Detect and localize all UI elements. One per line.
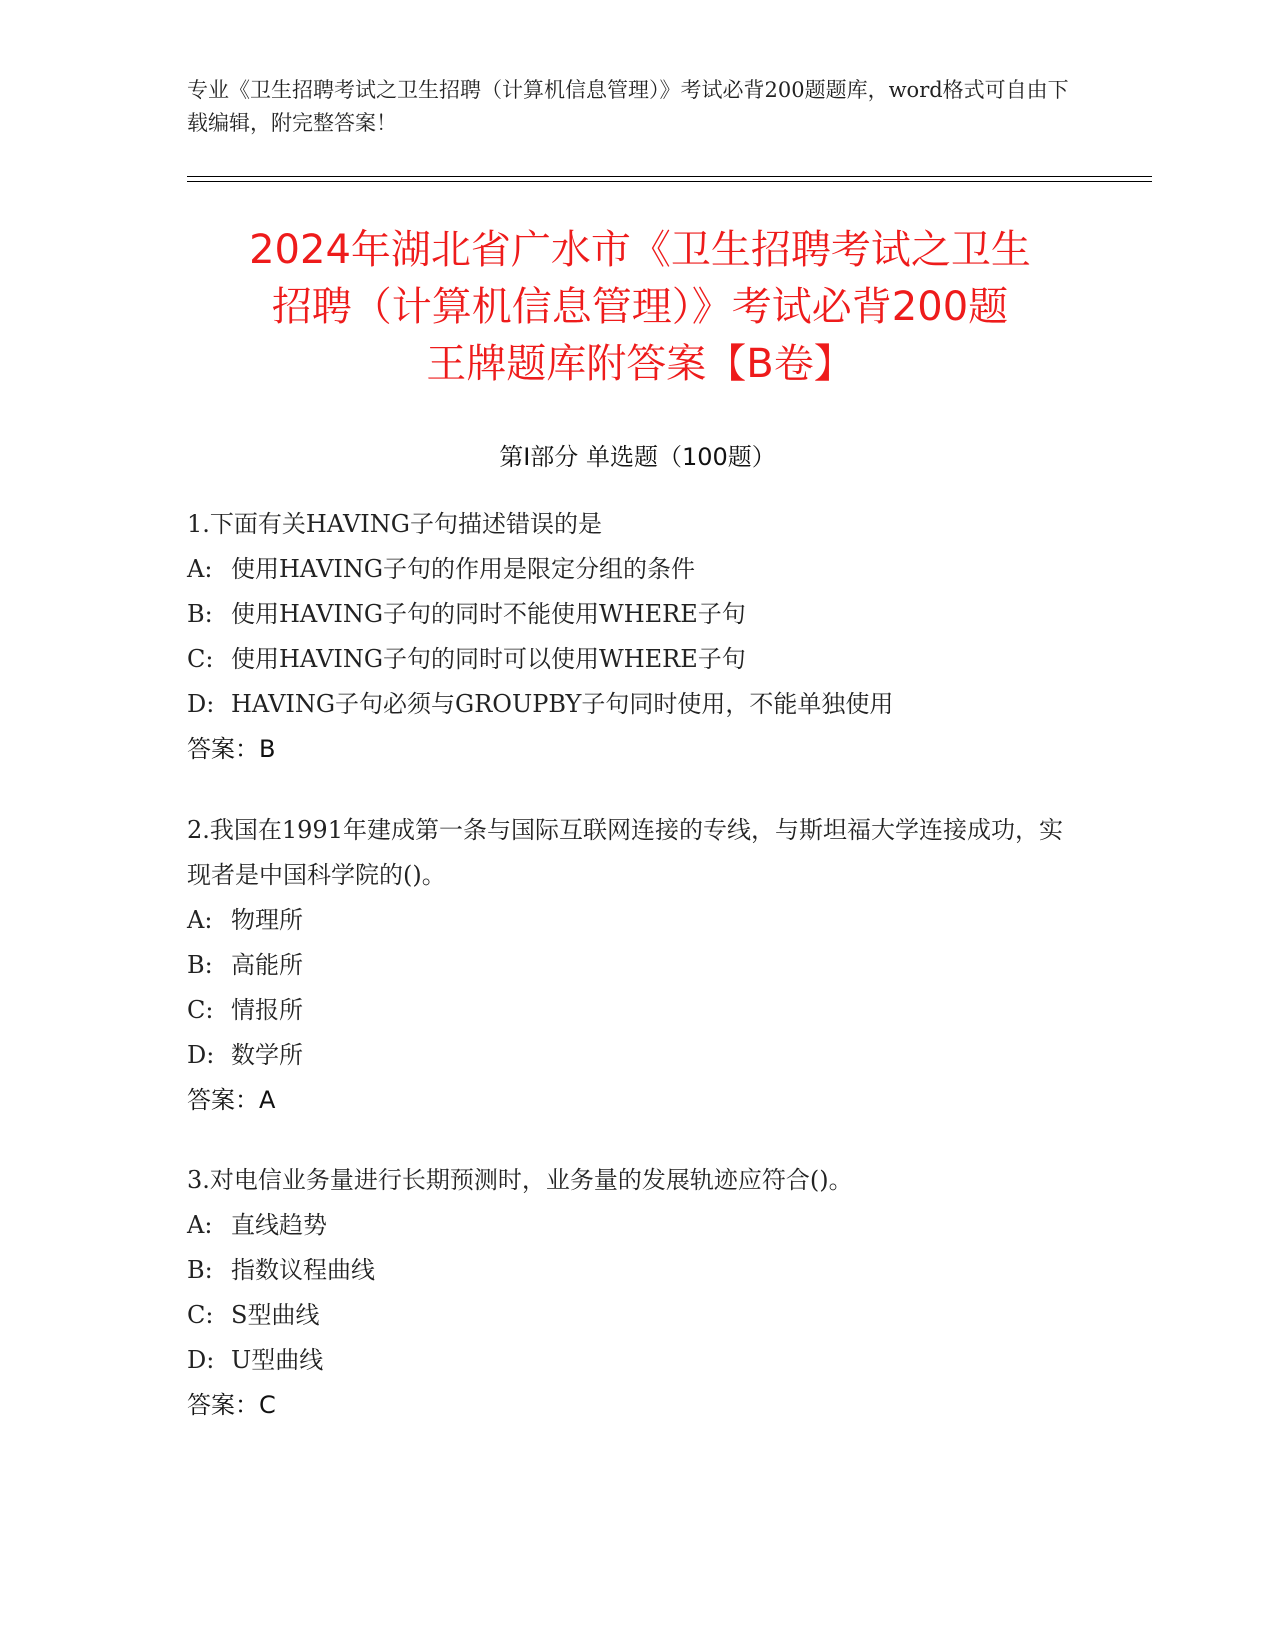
option-text: 使用HAVING子句的作用是限定分组的条件 (231, 555, 696, 583)
option-letter: C: (187, 1301, 214, 1329)
option-text: S型曲线 (231, 1301, 320, 1329)
option-text: 高能所 (231, 951, 303, 979)
option-letter: A: (187, 555, 213, 583)
question-stem: 1.下面有关HAVING子句描述错误的是 (187, 510, 602, 538)
answer: 答案：A (187, 1086, 276, 1114)
answer: 答案：C (187, 1391, 276, 1419)
header-divider-top (187, 176, 1152, 177)
option-text: 使用HAVING子句的同时不能使用WHERE子句 (231, 600, 746, 628)
option-letter: D: (187, 1346, 215, 1374)
title-line-2: 招聘（计算机信息管理）》考试必背200题 (271, 284, 1009, 330)
option-text: HAVING子句必须与GROUPBY子句同时使用，不能单独使用 (231, 690, 894, 718)
option-b (187, 943, 1067, 988)
title-line-3: 王牌题库附答案【B卷】 (426, 341, 854, 387)
option-b (187, 1248, 1087, 1293)
option-letter: C: (187, 996, 214, 1024)
option-a (187, 898, 1067, 943)
option-text: 数学所 (231, 1041, 303, 1069)
option-a (187, 1203, 1087, 1248)
option-text: 物理所 (231, 906, 303, 934)
option-letter: D: (187, 1041, 215, 1069)
option-d (187, 682, 1087, 727)
option-letter: B: (187, 1256, 213, 1284)
option-c (187, 637, 1087, 682)
question-2 (187, 808, 1067, 1123)
option-c (187, 988, 1067, 1033)
section-heading: 第Ⅰ部分 单选题（100题） (499, 443, 776, 471)
document-title (180, 222, 1100, 393)
option-letter: A: (187, 906, 213, 934)
question-1 (187, 502, 1087, 772)
header-note: 专业《卫生招聘考试之卫生招聘（计算机信息管理）》考试必背200题题库，word格式可自由下载编辑，附完整答案！ (187, 78, 1069, 135)
title-line-1: 2024年湖北省广水市《卫生招聘考试之卫生 (249, 227, 1031, 273)
option-letter: D: (187, 690, 215, 718)
option-letter: A: (187, 1211, 213, 1239)
option-text: 情报所 (231, 996, 303, 1024)
header-divider-bottom (187, 181, 1152, 182)
option-text: 指数议程曲线 (231, 1256, 375, 1284)
option-text: U型曲线 (231, 1346, 324, 1374)
option-c (187, 1293, 1087, 1338)
option-text: 使用HAVING子句的同时可以使用WHERE子句 (231, 645, 746, 673)
option-letter: C: (187, 645, 214, 673)
option-b (187, 592, 1087, 637)
question-stem: 2.我国在1991年建成第一条与国际互联网连接的专线，与斯坦福大学连接成功，实现者是中国科学院的()。 (187, 816, 1063, 889)
answer: 答案：B (187, 735, 276, 763)
question-3 (187, 1158, 1087, 1428)
option-letter: B: (187, 951, 213, 979)
option-letter: B: (187, 600, 213, 628)
option-text: 直线趋势 (231, 1211, 327, 1239)
option-d (187, 1338, 1087, 1383)
option-a (187, 547, 1087, 592)
option-d (187, 1033, 1067, 1078)
question-stem: 3.对电信业务量进行长期预测时，业务量的发展轨迹应符合()。 (187, 1166, 853, 1194)
